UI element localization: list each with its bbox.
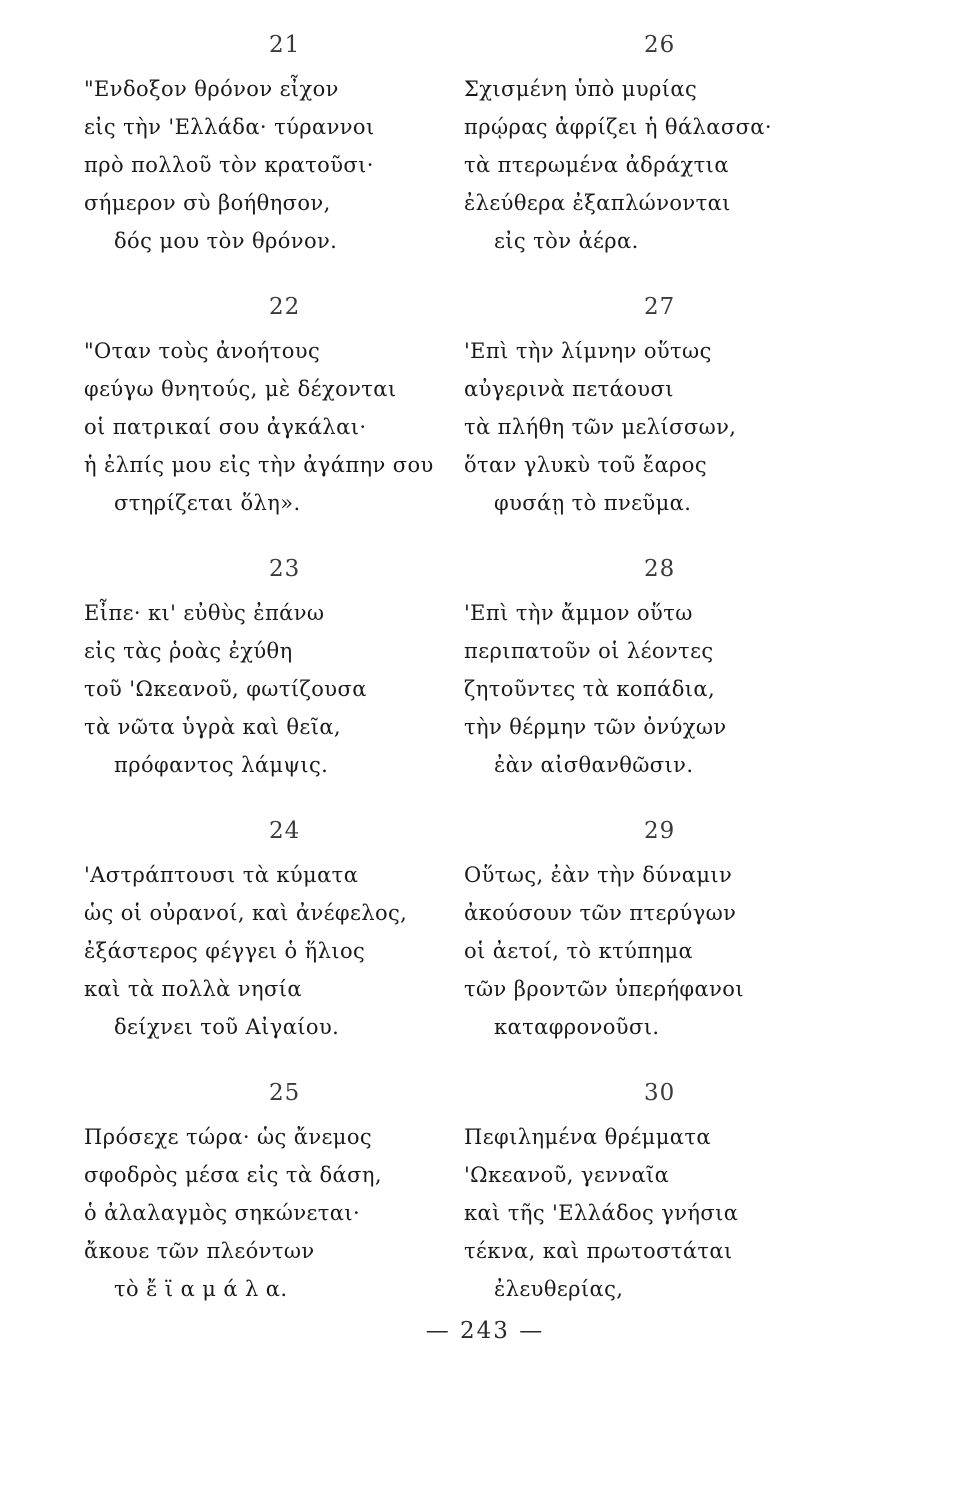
verse-line: Πεφιλημένα θρέμματα bbox=[464, 1125, 711, 1149]
verse-line: τὸ ἔ ϊ α μ ά λ α. bbox=[114, 1277, 288, 1301]
verse-line: οἱ πατρικαί σου ἀγκάλαι· bbox=[84, 415, 367, 439]
stanza-25 bbox=[84, 1078, 484, 1340]
verse-line: καὶ τὰ πολλὰ νησία bbox=[84, 977, 302, 1001]
verse-line: "Ενδοξον θρόνον εἶχον bbox=[84, 77, 339, 101]
page-number: — 243 — bbox=[425, 1318, 545, 1344]
verse-line: εἰς τὸν ἀέρα. bbox=[494, 229, 639, 253]
verse-line: Σχισμένη ὑπὸ μυρίας bbox=[464, 77, 698, 101]
stanza-number: 23 bbox=[269, 556, 301, 582]
stanza-24 bbox=[84, 816, 484, 1078]
stanza-number: 30 bbox=[644, 1080, 676, 1106]
verse-line: 'Επὶ τὴν λίμνην οὕτως bbox=[464, 339, 712, 363]
verse-line: τὰ πλήθη τῶν μελίσσων, bbox=[464, 415, 737, 439]
verse-line: τὴν θέρμην τῶν ὀνύχων bbox=[464, 715, 727, 739]
verse-line: ὡς οἱ οὐρανοί, καὶ ἀνέφελος, bbox=[84, 901, 408, 925]
stanza-number: 27 bbox=[644, 294, 676, 320]
stanza-number: 25 bbox=[269, 1080, 301, 1106]
stanza-30 bbox=[464, 1078, 884, 1340]
verse-line: ὅταν γλυκὺ τοῦ ἔαρος bbox=[464, 453, 707, 477]
verse-line: σήμερον σὺ βοήθησον, bbox=[84, 191, 331, 215]
right-column bbox=[464, 30, 884, 1340]
verse-line: εἰς τὴν 'Ελλάδα· τύραννοι bbox=[84, 115, 375, 139]
verse-line: εἰς τὰς ῥοὰς ἐχύθη bbox=[84, 639, 293, 663]
verse-line: φυσάῃ τὸ πνεῦμα. bbox=[494, 491, 692, 515]
stanza-number: 24 bbox=[269, 818, 301, 844]
verse-line: Οὕτως, ἐὰν τὴν δύναμιν bbox=[464, 863, 733, 887]
verse-line: τοῦ 'Ωκεανοῦ, φωτίζουσα bbox=[84, 677, 367, 701]
verse-line: στηρίζεται ὅλη». bbox=[114, 491, 301, 515]
verse-line: τῶν βροντῶν ὑπερήφανοι bbox=[464, 977, 744, 1001]
verse-line: τέκνα, καὶ πρωτοστάται bbox=[464, 1239, 733, 1263]
stanza-21 bbox=[84, 30, 484, 292]
stanza-number: 21 bbox=[269, 32, 301, 58]
verse-line: ὁ ἀλαλαγμὸς σηκώνεται· bbox=[84, 1201, 361, 1225]
verse-line: ἀκούσουν τῶν πτερύγων bbox=[464, 901, 737, 925]
verse-line: καὶ τῆς 'Ελλάδος γνήσια bbox=[464, 1201, 739, 1225]
verse-line: 'Ωκεανοῦ, γενναῖα bbox=[464, 1163, 670, 1187]
verse-line: 'Αστράπτουσι τὰ κύματα bbox=[84, 863, 359, 887]
stanza-28 bbox=[464, 554, 884, 816]
verse-line: 'Επὶ τὴν ἄμμον οὕτω bbox=[464, 601, 693, 625]
verse-line: περιπατοῦν οἱ λέοντες bbox=[464, 639, 714, 663]
verse-line: δός μου τὸν θρόνον. bbox=[114, 229, 338, 253]
verse-line: ἐλεύθερα ἐξαπλώνονται bbox=[464, 191, 731, 215]
verse-line: αὐγερινὰ πετάουσι bbox=[464, 377, 674, 401]
verse-line: πρόφαντος λάμψις. bbox=[114, 753, 329, 777]
verse-line: φεύγω θνητούς, μὲ δέχονται bbox=[84, 377, 397, 401]
verse-line: ἐλευθερίας, bbox=[494, 1277, 624, 1301]
verse-line: "Οταν τοὺς ἀνοήτους bbox=[84, 339, 321, 363]
verse-line: καταφρονοῦσι. bbox=[494, 1015, 660, 1039]
verse-line: ἐὰν αἰσθανθῶσιν. bbox=[494, 753, 694, 777]
verse-line: δείχνει τοῦ Αἰγαίου. bbox=[114, 1015, 340, 1039]
verse-line: ἄκουε τῶν πλεόντων bbox=[84, 1239, 315, 1263]
stanza-22 bbox=[84, 292, 484, 554]
verse-line: σφοδρὸς μέσα εἰς τὰ δάση, bbox=[84, 1163, 382, 1187]
stanza-number: 29 bbox=[644, 818, 676, 844]
verse-line: Πρόσεχε τώρα· ὡς ἄνεμος bbox=[84, 1125, 373, 1149]
verse-line: ἐξάστερος φέγγει ὁ ἥλιος bbox=[84, 939, 366, 963]
verse-line: πρῴρας ἀφρίζει ἡ θάλασσα· bbox=[464, 115, 772, 139]
stanza-number: 22 bbox=[269, 294, 301, 320]
verse-line: πρὸ πολλοῦ τὸν κρατοῦσι· bbox=[84, 153, 374, 177]
verse-line: τὰ πτερωμένα ἀδράχτια bbox=[464, 153, 729, 177]
stanza-23 bbox=[84, 554, 484, 816]
stanza-number: 26 bbox=[644, 32, 676, 58]
stanza-29 bbox=[464, 816, 884, 1078]
verse-line: ζητοῦντες τὰ κοπάδια, bbox=[464, 677, 716, 701]
stanza-26 bbox=[464, 30, 884, 292]
verse-line: τὰ νῶτα ὑγρὰ καὶ θεῖα, bbox=[84, 715, 341, 739]
verse-line: οἱ ἀετοί, τὸ κτύπημα bbox=[464, 939, 694, 963]
verse-line: ἡ ἐλπίς μου εἰς τὴν ἀγάπην σου bbox=[84, 453, 434, 477]
stanza-number: 28 bbox=[644, 556, 676, 582]
stanza-27 bbox=[464, 292, 884, 554]
left-column bbox=[84, 30, 484, 1340]
verse-line: Εἶπε· κι' εὐθὺς ἐπάνω bbox=[84, 601, 325, 625]
